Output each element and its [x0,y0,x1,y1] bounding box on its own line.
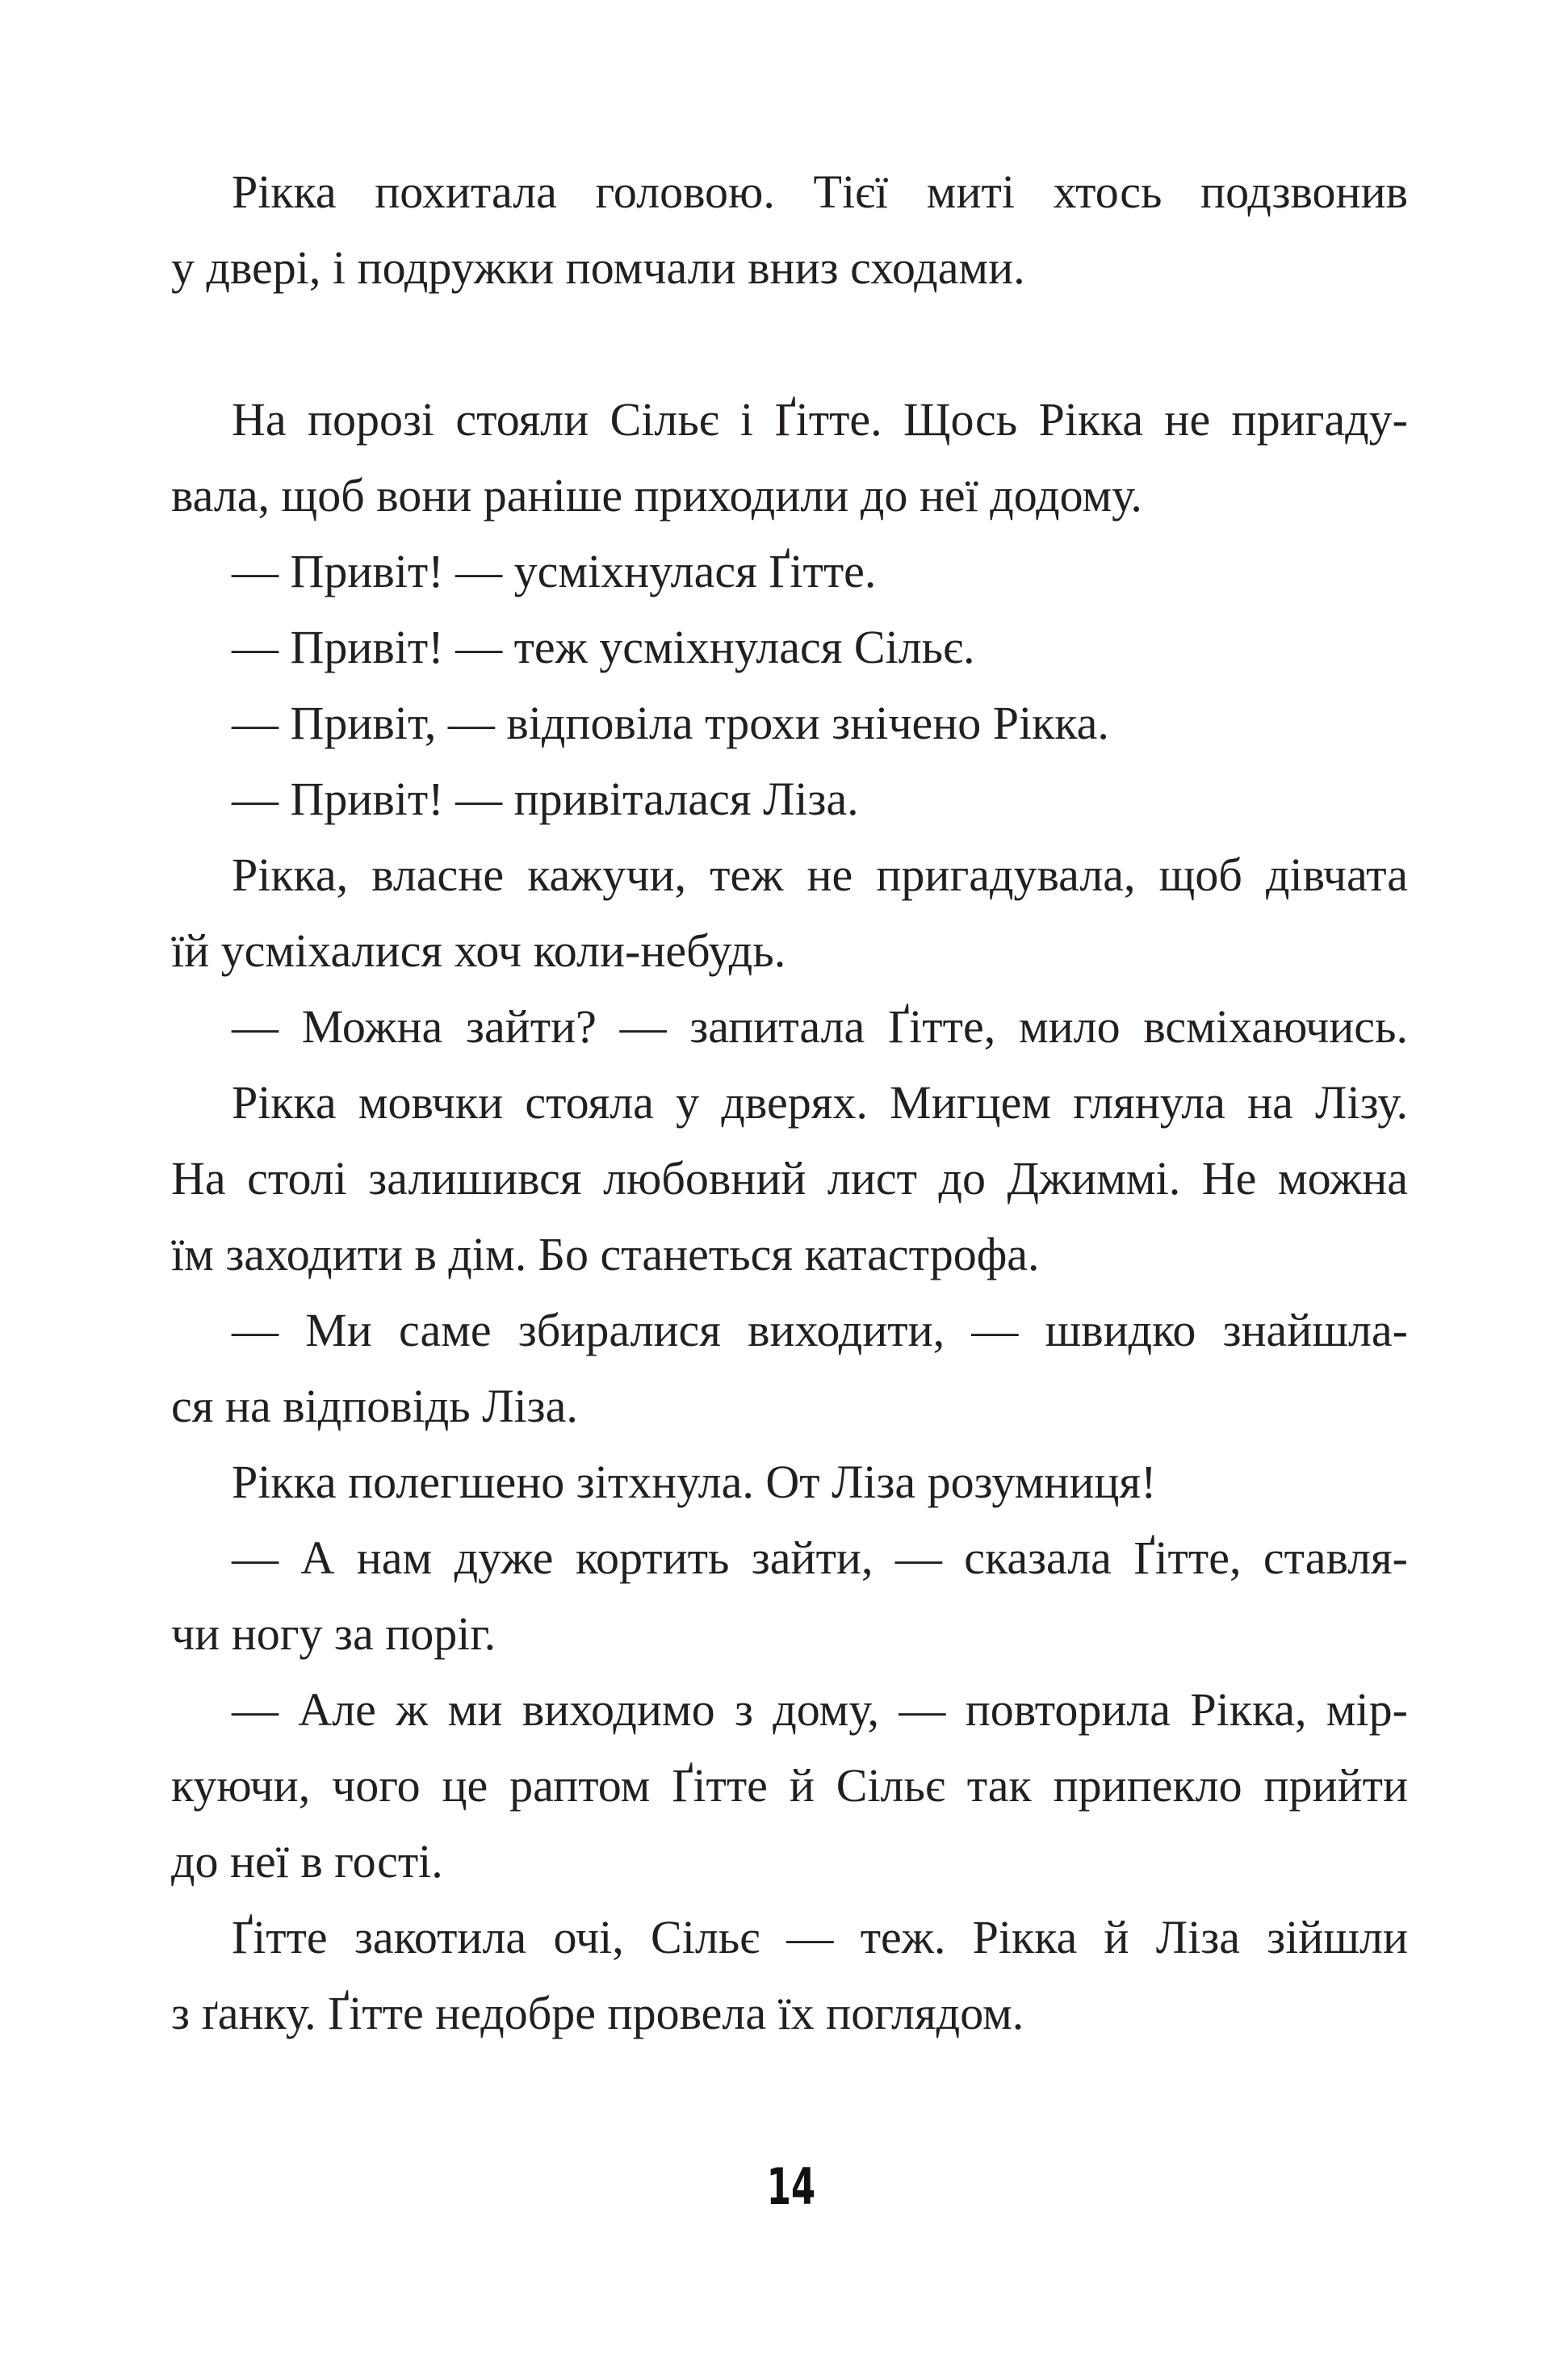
text-line: їм заходити в дім. Бо станеться катастрофа. [171,1228,1040,1280]
text-line: з ґанку. Ґітте недобре провела їх поглядом. [171,1987,1024,2039]
body-text [171,154,1408,2051]
text-line: Рікка, власне кажучи, теж не пригадувала, щоб дівчата [232,849,1408,901]
text-line: вала, щоб вони раніше приходили до неї додому. [171,469,1142,522]
text-line: чи ногу за поріг. [171,1607,496,1660]
text-line: куючи, чого це раптом Ґітте й Сільє так припекло прийти [171,1759,1408,1812]
text-line: у двері, і подружки помчали вниз сходами. [171,241,1025,294]
text-line: — Можна зайти? — запитала Ґітте, мило всміхаючись. [232,1000,1408,1053]
text-line: На порозі стояли Сільє і Ґітте. Щось Рікка не пригаду- [232,393,1408,446]
text-line: — Привіт! — усміхнулася Ґітте. [232,545,877,597]
text-line: ся на відповідь Ліза. [171,1380,578,1432]
text-line: — Привіт! — привіталася Ліза. [232,773,859,825]
text-line: — Але ж ми виходимо з дому, — повторила Рікка, мір- [232,1683,1408,1736]
text-line: — Привіт, — відповіла трохи знічено Рікка. [232,697,1109,749]
text-line: — А нам дуже кортить зайти, — сказала Ґітте, ставля- [232,1531,1408,1584]
text-line: Рікка мовчки стояла у дверях. Мигцем глянула на Лізу. [232,1076,1408,1129]
text-line: Рікка похитала головою. Тієї миті хтось подзвонив [232,166,1408,218]
text-line: Ґітте закотила очі, Сільє — теж. Рікка й Ліза зійшли [232,1911,1408,1963]
text-line: — Привіт! — теж усміхнулася Сільє. [232,621,975,673]
text-line: На столі залишився любовний лист до Джиммі. Не можна [171,1152,1408,1205]
page-number: 14 [766,2157,816,2216]
paragraph-gap [171,306,1408,382]
text-line: їй усміхалися хоч коли-небудь. [171,924,786,977]
text-line: — Ми саме збиралися виходити, — швидко знайшла- [232,1304,1408,1356]
text-line: до неї в гості. [171,1835,443,1888]
text-line: Рікка полегшено зітхнула. От Ліза розумниця! [232,1456,1157,1508]
